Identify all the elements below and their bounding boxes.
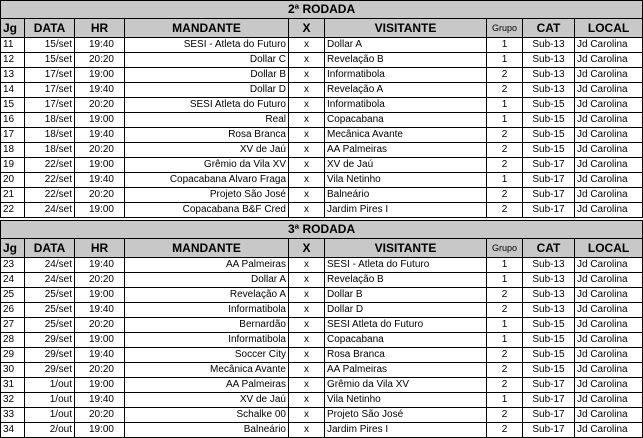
match-number: 11 xyxy=(1,38,25,53)
match-time: 19:00 xyxy=(75,203,125,218)
match-date: 29/set xyxy=(25,348,75,363)
match-number: 24 xyxy=(1,273,25,288)
category: Sub-17 xyxy=(523,173,575,188)
group-number: 1 xyxy=(487,113,523,128)
home-team: Schalke 00 xyxy=(125,408,289,423)
away-team: SESI - Atleta do Futuro xyxy=(325,258,487,273)
away-team: Balneário xyxy=(325,188,487,203)
category: Sub-15 xyxy=(523,143,575,158)
header-grupo: Grupo xyxy=(487,19,523,38)
match-date: 1/out xyxy=(25,378,75,393)
match-time: 20:20 xyxy=(75,408,125,423)
away-team: AA Palmeiras xyxy=(325,143,487,158)
home-team: Dollar A xyxy=(125,273,289,288)
home-team: Copacabana B&F Cred xyxy=(125,203,289,218)
table-row xyxy=(1,113,643,128)
match-date: 18/set xyxy=(25,113,75,128)
versus-mark: x xyxy=(289,288,325,303)
venue: Jd Carolina xyxy=(575,68,643,83)
match-time: 19:40 xyxy=(75,393,125,408)
home-team: XV de Jaú xyxy=(125,143,289,158)
venue: Jd Carolina xyxy=(575,348,643,363)
venue: Jd Carolina xyxy=(575,288,643,303)
home-team: Real xyxy=(125,113,289,128)
match-number: 25 xyxy=(1,288,25,303)
group-number: 1 xyxy=(487,318,523,333)
category: Sub-13 xyxy=(523,303,575,318)
header-x: X xyxy=(289,239,325,258)
home-team: Grêmio da Vila XV xyxy=(125,158,289,173)
header-cat: CAT xyxy=(523,239,575,258)
away-team: Informatibola xyxy=(325,68,487,83)
away-team: XV de Jaú xyxy=(325,158,487,173)
category: Sub-13 xyxy=(523,273,575,288)
away-team: Revelação B xyxy=(325,273,487,288)
home-team: AA Palmeiras xyxy=(125,378,289,393)
match-number: 23 xyxy=(1,258,25,273)
away-team: Jardim Pires I xyxy=(325,203,487,218)
match-number: 34 xyxy=(1,423,25,438)
home-team: Informatibola xyxy=(125,303,289,318)
venue: Jd Carolina xyxy=(575,98,643,113)
venue: Jd Carolina xyxy=(575,363,643,378)
match-date: 25/set xyxy=(25,318,75,333)
match-time: 20:20 xyxy=(75,143,125,158)
category: Sub-15 xyxy=(523,128,575,143)
table-row xyxy=(1,408,643,423)
category: Sub-13 xyxy=(523,83,575,98)
venue: Jd Carolina xyxy=(575,318,643,333)
away-team: Revelação A xyxy=(325,83,487,98)
category: Sub-17 xyxy=(523,203,575,218)
match-time: 19:40 xyxy=(75,38,125,53)
group-number: 1 xyxy=(487,98,523,113)
group-number: 2 xyxy=(487,128,523,143)
match-date: 2/out xyxy=(25,423,75,438)
versus-mark: x xyxy=(289,158,325,173)
group-number: 1 xyxy=(487,393,523,408)
home-team: AA Palmeiras xyxy=(125,258,289,273)
round-title: 3ª RODADA xyxy=(1,221,643,239)
category: Sub-13 xyxy=(523,288,575,303)
table-row xyxy=(1,173,643,188)
table-row xyxy=(1,423,643,438)
match-number: 27 xyxy=(1,318,25,333)
match-date: 25/set xyxy=(25,288,75,303)
match-number: 19 xyxy=(1,158,25,173)
table-row xyxy=(1,128,643,143)
category: Sub-15 xyxy=(523,98,575,113)
match-date: 1/out xyxy=(25,393,75,408)
group-number: 2 xyxy=(487,378,523,393)
header-data: DATA xyxy=(25,239,75,258)
match-number: 17 xyxy=(1,128,25,143)
match-date: 24/set xyxy=(25,258,75,273)
home-team: SESI Atleta do Futuro xyxy=(125,98,289,113)
match-date: 24/set xyxy=(25,203,75,218)
versus-mark: x xyxy=(289,318,325,333)
match-date: 22/set xyxy=(25,173,75,188)
column-header-row xyxy=(1,239,643,258)
group-number: 1 xyxy=(487,258,523,273)
away-team: Vila Netinho xyxy=(325,173,487,188)
venue: Jd Carolina xyxy=(575,203,643,218)
table-row xyxy=(1,203,643,218)
header-hr: HR xyxy=(75,239,125,258)
match-number: 30 xyxy=(1,363,25,378)
header-jg: Jg xyxy=(1,19,25,38)
venue: Jd Carolina xyxy=(575,158,643,173)
match-date: 29/set xyxy=(25,363,75,378)
match-date: 1/out xyxy=(25,408,75,423)
round-title: 2ª RODADA xyxy=(1,1,643,19)
match-time: 19:00 xyxy=(75,288,125,303)
category: Sub-15 xyxy=(523,348,575,363)
category: Sub-15 xyxy=(523,333,575,348)
versus-mark: x xyxy=(289,408,325,423)
group-number: 1 xyxy=(487,173,523,188)
home-team: Projeto São José xyxy=(125,188,289,203)
group-number: 1 xyxy=(487,333,523,348)
venue: Jd Carolina xyxy=(575,393,643,408)
category: Sub-13 xyxy=(523,68,575,83)
match-time: 19:00 xyxy=(75,68,125,83)
venue: Jd Carolina xyxy=(575,303,643,318)
header-x: X xyxy=(289,19,325,38)
category: Sub-17 xyxy=(523,188,575,203)
match-date: 17/set xyxy=(25,68,75,83)
category: Sub-17 xyxy=(523,158,575,173)
group-number: 2 xyxy=(487,203,523,218)
venue: Jd Carolina xyxy=(575,113,643,128)
table-row xyxy=(1,273,643,288)
table-row xyxy=(1,38,643,53)
table-row xyxy=(1,378,643,393)
category: Sub-15 xyxy=(523,113,575,128)
match-date: 29/set xyxy=(25,333,75,348)
table-row xyxy=(1,143,643,158)
header-local: LOCAL xyxy=(575,19,643,38)
match-time: 20:20 xyxy=(75,273,125,288)
versus-mark: x xyxy=(289,363,325,378)
versus-mark: x xyxy=(289,258,325,273)
home-team: SESI - Atleta do Futuro xyxy=(125,38,289,53)
table-row xyxy=(1,258,643,273)
versus-mark: x xyxy=(289,333,325,348)
home-team: Balneário xyxy=(125,423,289,438)
group-number: 1 xyxy=(487,273,523,288)
table-row xyxy=(1,98,643,113)
match-time: 20:20 xyxy=(75,318,125,333)
category: Sub-17 xyxy=(523,393,575,408)
venue: Jd Carolina xyxy=(575,258,643,273)
versus-mark: x xyxy=(289,188,325,203)
category: Sub-17 xyxy=(523,423,575,438)
table-row xyxy=(1,68,643,83)
header-jg: Jg xyxy=(1,239,25,258)
versus-mark: x xyxy=(289,83,325,98)
header-mandante: MANDANTE xyxy=(125,239,289,258)
header-visitante: VISITANTE xyxy=(325,239,487,258)
match-time: 19:40 xyxy=(75,83,125,98)
match-number: 18 xyxy=(1,143,25,158)
venue: Jd Carolina xyxy=(575,38,643,53)
category: Sub-15 xyxy=(523,318,575,333)
home-team: Copacabana Alvaro Fraga xyxy=(125,173,289,188)
match-time: 19:00 xyxy=(75,423,125,438)
group-number: 2 xyxy=(487,143,523,158)
table-row xyxy=(1,303,643,318)
table-row xyxy=(1,158,643,173)
match-time: 20:20 xyxy=(75,363,125,378)
versus-mark: x xyxy=(289,143,325,158)
header-mandante: MANDANTE xyxy=(125,19,289,38)
match-number: 21 xyxy=(1,188,25,203)
group-number: 2 xyxy=(487,288,523,303)
group-number: 2 xyxy=(487,423,523,438)
table-row xyxy=(1,83,643,98)
match-time: 19:00 xyxy=(75,333,125,348)
match-time: 19:40 xyxy=(75,128,125,143)
home-team: Rosa Branca xyxy=(125,128,289,143)
match-time: 20:20 xyxy=(75,98,125,113)
category: Sub-13 xyxy=(523,53,575,68)
header-data: DATA xyxy=(25,19,75,38)
match-date: 22/set xyxy=(25,158,75,173)
match-number: 14 xyxy=(1,83,25,98)
versus-mark: x xyxy=(289,113,325,128)
match-date: 15/set xyxy=(25,53,75,68)
venue: Jd Carolina xyxy=(575,173,643,188)
group-number: 2 xyxy=(487,188,523,203)
category: Sub-17 xyxy=(523,378,575,393)
away-team: Informatibola xyxy=(325,98,487,113)
match-date: 18/set xyxy=(25,128,75,143)
match-time: 19:40 xyxy=(75,258,125,273)
match-date: 25/set xyxy=(25,303,75,318)
venue: Jd Carolina xyxy=(575,53,643,68)
table-row xyxy=(1,393,643,408)
venue: Jd Carolina xyxy=(575,128,643,143)
versus-mark: x xyxy=(289,273,325,288)
venue: Jd Carolina xyxy=(575,143,643,158)
match-number: 15 xyxy=(1,98,25,113)
table-row xyxy=(1,53,643,68)
match-number: 31 xyxy=(1,378,25,393)
match-time: 19:00 xyxy=(75,378,125,393)
venue: Jd Carolina xyxy=(575,273,643,288)
versus-mark: x xyxy=(289,98,325,113)
match-number: 12 xyxy=(1,53,25,68)
header-visitante: VISITANTE xyxy=(325,19,487,38)
match-number: 29 xyxy=(1,348,25,363)
versus-mark: x xyxy=(289,423,325,438)
home-team: Revelação A xyxy=(125,288,289,303)
match-time: 19:00 xyxy=(75,158,125,173)
match-number: 33 xyxy=(1,408,25,423)
table-row xyxy=(1,348,643,363)
home-team: Dollar C xyxy=(125,53,289,68)
group-number: 2 xyxy=(487,158,523,173)
round-title-row xyxy=(1,1,643,19)
match-time: 19:40 xyxy=(75,348,125,363)
header-local: LOCAL xyxy=(575,239,643,258)
away-team: Projeto São José xyxy=(325,408,487,423)
away-team: Copacabana xyxy=(325,333,487,348)
away-team: Grêmio da Vila XV xyxy=(325,378,487,393)
away-team: Jardim Pires I xyxy=(325,423,487,438)
venue: Jd Carolina xyxy=(575,408,643,423)
match-number: 16 xyxy=(1,113,25,128)
away-team: Dollar D xyxy=(325,303,487,318)
away-team: Mecânica Avante xyxy=(325,128,487,143)
venue: Jd Carolina xyxy=(575,378,643,393)
group-number: 2 xyxy=(487,68,523,83)
match-date: 17/set xyxy=(25,83,75,98)
match-number: 26 xyxy=(1,303,25,318)
group-number: 1 xyxy=(487,38,523,53)
group-number: 1 xyxy=(487,53,523,68)
match-time: 20:20 xyxy=(75,188,125,203)
match-date: 15/set xyxy=(25,38,75,53)
match-time: 19:40 xyxy=(75,173,125,188)
versus-mark: x xyxy=(289,303,325,318)
match-number: 28 xyxy=(1,333,25,348)
versus-mark: x xyxy=(289,128,325,143)
venue: Jd Carolina xyxy=(575,423,643,438)
match-date: 22/set xyxy=(25,188,75,203)
versus-mark: x xyxy=(289,378,325,393)
match-time: 20:20 xyxy=(75,53,125,68)
header-hr: HR xyxy=(75,19,125,38)
venue: Jd Carolina xyxy=(575,188,643,203)
group-number: 2 xyxy=(487,83,523,98)
table-row xyxy=(1,318,643,333)
match-time: 19:40 xyxy=(75,303,125,318)
column-header-row xyxy=(1,19,643,38)
home-team: Mecânica Avante xyxy=(125,363,289,378)
home-team: Dollar B xyxy=(125,68,289,83)
header-grupo: Grupo xyxy=(487,239,523,258)
home-team: Soccer City xyxy=(125,348,289,363)
home-team: Bernardão xyxy=(125,318,289,333)
versus-mark: x xyxy=(289,38,325,53)
group-number: 2 xyxy=(487,303,523,318)
group-number: 2 xyxy=(487,348,523,363)
home-team: Dollar D xyxy=(125,83,289,98)
versus-mark: x xyxy=(289,53,325,68)
versus-mark: x xyxy=(289,68,325,83)
match-number: 22 xyxy=(1,203,25,218)
match-number: 13 xyxy=(1,68,25,83)
schedule-body xyxy=(1,1,643,438)
match-number: 20 xyxy=(1,173,25,188)
table-row xyxy=(1,363,643,378)
category: Sub-13 xyxy=(523,258,575,273)
away-team: Dollar A xyxy=(325,38,487,53)
category: Sub-13 xyxy=(523,38,575,53)
home-team: XV de Jaú xyxy=(125,393,289,408)
table-row xyxy=(1,288,643,303)
away-team: Rosa Branca xyxy=(325,348,487,363)
versus-mark: x xyxy=(289,203,325,218)
venue: Jd Carolina xyxy=(575,83,643,98)
match-number: 32 xyxy=(1,393,25,408)
table-row xyxy=(1,188,643,203)
away-team: SESI Atleta do Futuro xyxy=(325,318,487,333)
group-number: 2 xyxy=(487,363,523,378)
match-date: 17/set xyxy=(25,98,75,113)
group-number: 2 xyxy=(487,408,523,423)
category: Sub-17 xyxy=(523,408,575,423)
table-row xyxy=(1,333,643,348)
round-title-row xyxy=(1,221,643,239)
versus-mark: x xyxy=(289,173,325,188)
away-team: Dollar B xyxy=(325,288,487,303)
away-team: Copacabana xyxy=(325,113,487,128)
away-team: Revelação B xyxy=(325,53,487,68)
match-time: 19:00 xyxy=(75,113,125,128)
home-team: Informatibola xyxy=(125,333,289,348)
venue: Jd Carolina xyxy=(575,333,643,348)
match-date: 24/set xyxy=(25,273,75,288)
category: Sub-15 xyxy=(523,363,575,378)
match-date: 18/set xyxy=(25,143,75,158)
versus-mark: x xyxy=(289,393,325,408)
away-team: Vila Netinho xyxy=(325,393,487,408)
away-team: AA Palmeiras xyxy=(325,363,487,378)
versus-mark: x xyxy=(289,348,325,363)
header-cat: CAT xyxy=(523,19,575,38)
